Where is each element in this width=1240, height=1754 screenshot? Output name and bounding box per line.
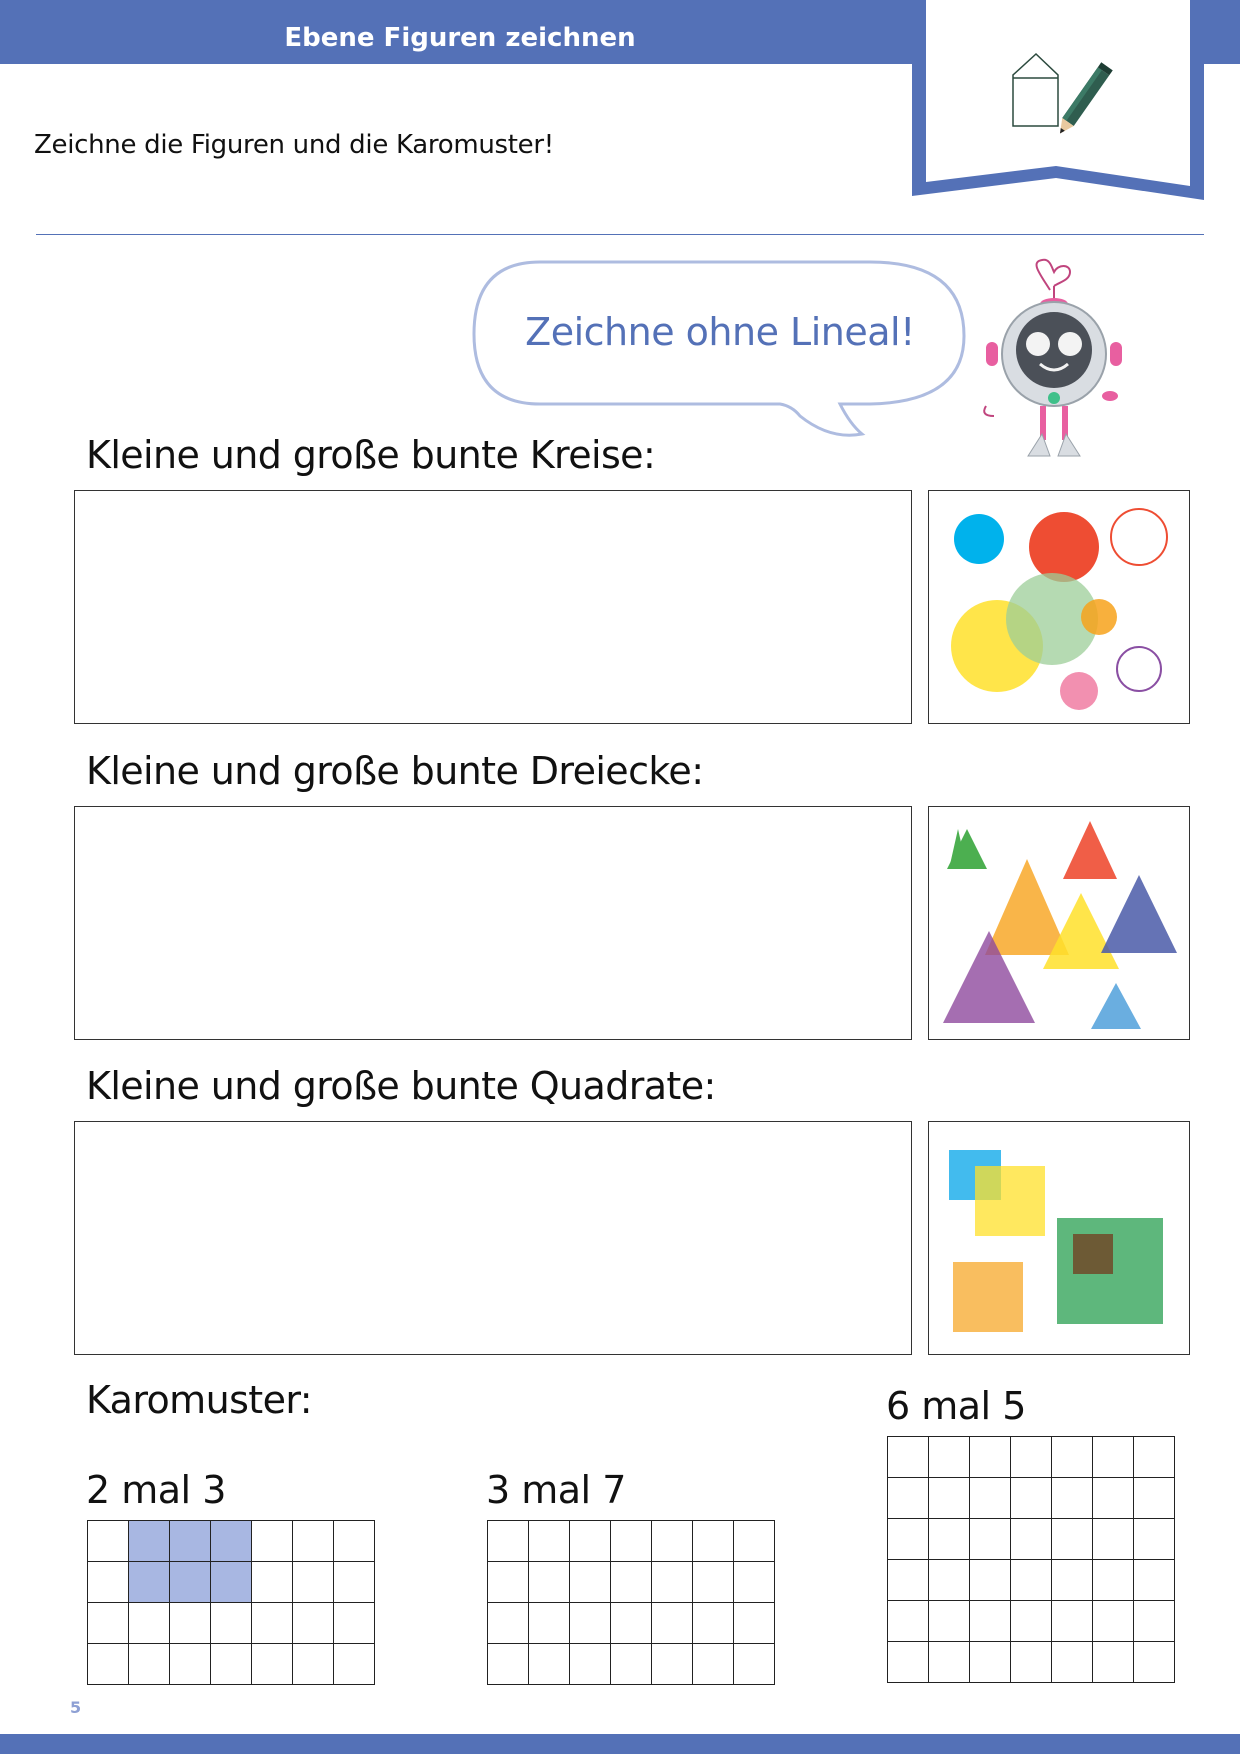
grid-cell[interactable] <box>1052 1519 1093 1560</box>
circle-shape <box>1060 672 1098 710</box>
section-title-squares: Kleine und große bunte Quadrate: <box>86 1064 716 1108</box>
grid-cell[interactable] <box>211 1644 252 1685</box>
karo-grid-2-mal-3[interactable] <box>87 1520 375 1685</box>
grid-cell[interactable] <box>252 1644 293 1685</box>
triangle-shape <box>947 829 987 869</box>
grid-cell[interactable] <box>652 1603 693 1644</box>
grid-cell[interactable] <box>170 1603 211 1644</box>
grid-cell[interactable] <box>88 1603 129 1644</box>
grid-cell[interactable] <box>970 1437 1011 1478</box>
grid-cell[interactable] <box>88 1644 129 1685</box>
grid-cell[interactable] <box>529 1644 570 1685</box>
grid-cell[interactable] <box>888 1642 929 1683</box>
triangle-shape <box>985 859 1069 955</box>
square-shape <box>975 1166 1045 1236</box>
grid-label-6-mal-5: 6 mal 5 <box>886 1384 1026 1428</box>
grid-cell[interactable] <box>211 1603 252 1644</box>
footer-bar <box>0 1734 1240 1754</box>
grid-cell[interactable] <box>1134 1519 1175 1560</box>
grid-cell[interactable] <box>693 1603 734 1644</box>
banner-ribbon <box>908 0 1208 210</box>
grid-cell[interactable] <box>1134 1642 1175 1683</box>
grid-label-2-mal-3: 2 mal 3 <box>86 1468 226 1512</box>
grid-cell[interactable] <box>693 1521 734 1562</box>
grid-cell[interactable] <box>611 1562 652 1603</box>
grid-cell[interactable] <box>1093 1601 1134 1642</box>
grid-cell[interactable] <box>970 1519 1011 1560</box>
grid-cell[interactable] <box>1093 1437 1134 1478</box>
grid-cell[interactable] <box>488 1603 529 1644</box>
grid-cell[interactable] <box>888 1437 929 1478</box>
grid-cell[interactable] <box>1011 1519 1052 1560</box>
karo-grid-6-mal-5[interactable] <box>887 1436 1175 1683</box>
divider-line <box>36 234 1204 235</box>
square-shape <box>1073 1234 1113 1274</box>
grid-cell[interactable] <box>888 1560 929 1601</box>
grid-cell[interactable] <box>929 1642 970 1683</box>
grid-cell[interactable] <box>1093 1478 1134 1519</box>
grid-cell[interactable] <box>888 1478 929 1519</box>
section-title-triangles: Kleine und große bunte Dreiecke: <box>86 749 704 793</box>
grid-cell[interactable] <box>252 1562 293 1603</box>
grid-cell[interactable] <box>1134 1601 1175 1642</box>
grid-cell[interactable] <box>929 1601 970 1642</box>
grid-cell[interactable] <box>129 1644 170 1685</box>
grid-cell[interactable] <box>488 1521 529 1562</box>
drawing-area-squares[interactable] <box>74 1121 912 1355</box>
instruction-text: Zeichne die Figuren und die Karomuster! <box>34 130 554 160</box>
grid-cell[interactable] <box>888 1601 929 1642</box>
grid-cell[interactable] <box>129 1562 170 1603</box>
grid-cell[interactable] <box>929 1560 970 1601</box>
drawing-area-triangles[interactable] <box>74 806 912 1040</box>
circle-shape <box>1029 512 1099 582</box>
grid-cell[interactable] <box>1052 1642 1093 1683</box>
grid-cell[interactable] <box>888 1519 929 1560</box>
grid-cell[interactable] <box>293 1562 334 1603</box>
circle-shape <box>1111 509 1167 565</box>
grid-cell[interactable] <box>334 1521 375 1562</box>
speech-bubble-text: Zeichne ohne Lineal! <box>525 310 915 354</box>
grid-cell[interactable] <box>1011 1642 1052 1683</box>
grid-cell[interactable] <box>1052 1601 1093 1642</box>
grid-cell[interactable] <box>1093 1519 1134 1560</box>
grid-cell[interactable] <box>334 1644 375 1685</box>
karo-grid-3-mal-7[interactable] <box>487 1520 775 1685</box>
grid-cell[interactable] <box>734 1562 775 1603</box>
grid-cell[interactable] <box>570 1644 611 1685</box>
grid-cell[interactable] <box>970 1560 1011 1601</box>
triangle-shape <box>1091 983 1141 1029</box>
grid-label-3-mal-7: 3 mal 7 <box>486 1468 626 1512</box>
grid-cell[interactable] <box>1011 1478 1052 1519</box>
grid-cell[interactable] <box>570 1603 611 1644</box>
grid-cell[interactable] <box>293 1603 334 1644</box>
grid-cell[interactable] <box>488 1562 529 1603</box>
grid-cell[interactable] <box>488 1644 529 1685</box>
grid-cell[interactable] <box>611 1644 652 1685</box>
grid-cell[interactable] <box>1052 1560 1093 1601</box>
grid-cell[interactable] <box>570 1521 611 1562</box>
grid-cell[interactable] <box>1134 1437 1175 1478</box>
circle-shape <box>1117 647 1161 691</box>
page-title: Ebene Figuren zeichnen <box>284 23 636 53</box>
grid-cell[interactable] <box>734 1521 775 1562</box>
grid-cell[interactable] <box>129 1603 170 1644</box>
grid-cell[interactable] <box>1011 1560 1052 1601</box>
grid-cell[interactable] <box>1134 1478 1175 1519</box>
grid-cell[interactable] <box>611 1603 652 1644</box>
grid-cell[interactable] <box>570 1562 611 1603</box>
sample-squares <box>928 1121 1190 1355</box>
grid-cell[interactable] <box>88 1521 129 1562</box>
grid-cell[interactable] <box>652 1644 693 1685</box>
grid-cell[interactable] <box>929 1478 970 1519</box>
grid-cell[interactable] <box>170 1521 211 1562</box>
grid-cell[interactable] <box>929 1437 970 1478</box>
triangle-shape <box>1063 821 1117 879</box>
grid-cell[interactable] <box>970 1478 1011 1519</box>
drawing-area-circles[interactable] <box>74 490 912 724</box>
grid-cell[interactable] <box>88 1562 129 1603</box>
section-title-circles: Kleine und große bunte Kreise: <box>86 433 656 477</box>
grid-cell[interactable] <box>652 1521 693 1562</box>
grid-cell[interactable] <box>529 1603 570 1644</box>
grid-cell[interactable] <box>970 1601 1011 1642</box>
grid-cell[interactable] <box>1052 1437 1093 1478</box>
grid-cell[interactable] <box>652 1562 693 1603</box>
grid-cell[interactable] <box>529 1521 570 1562</box>
grid-cell[interactable] <box>334 1603 375 1644</box>
grid-cell[interactable] <box>1011 1437 1052 1478</box>
grid-cell[interactable] <box>929 1519 970 1560</box>
grid-cell[interactable] <box>252 1521 293 1562</box>
sample-triangles <box>928 806 1190 1040</box>
triangle-shape <box>1101 875 1177 953</box>
grid-cell[interactable] <box>211 1562 252 1603</box>
grid-cell[interactable] <box>170 1562 211 1603</box>
sample-circles <box>928 490 1190 724</box>
grid-cell[interactable] <box>734 1644 775 1685</box>
grid-cell[interactable] <box>170 1644 211 1685</box>
grid-cell[interactable] <box>334 1562 375 1603</box>
grid-cell[interactable] <box>1134 1560 1175 1601</box>
grid-cell[interactable] <box>129 1521 170 1562</box>
grid-cell[interactable] <box>211 1521 252 1562</box>
grid-cell[interactable] <box>970 1642 1011 1683</box>
grid-cell[interactable] <box>1052 1478 1093 1519</box>
grid-cell[interactable] <box>1093 1560 1134 1601</box>
grid-cell[interactable] <box>734 1603 775 1644</box>
circle-shape <box>954 514 1004 564</box>
square-shape <box>953 1262 1023 1332</box>
grid-cell[interactable] <box>611 1521 652 1562</box>
grid-cell[interactable] <box>693 1562 734 1603</box>
grid-cell[interactable] <box>693 1644 734 1685</box>
grid-cell[interactable] <box>293 1521 334 1562</box>
grid-cell[interactable] <box>1093 1642 1134 1683</box>
grid-cell[interactable] <box>252 1603 293 1644</box>
grid-cell[interactable] <box>529 1562 570 1603</box>
page-number: 5 <box>70 1698 82 1717</box>
section-title-karomuster: Karomuster: <box>86 1378 312 1422</box>
grid-cell[interactable] <box>1011 1601 1052 1642</box>
robot-mascot <box>980 256 1130 466</box>
grid-cell[interactable] <box>293 1644 334 1685</box>
circle-shape <box>1081 599 1117 635</box>
